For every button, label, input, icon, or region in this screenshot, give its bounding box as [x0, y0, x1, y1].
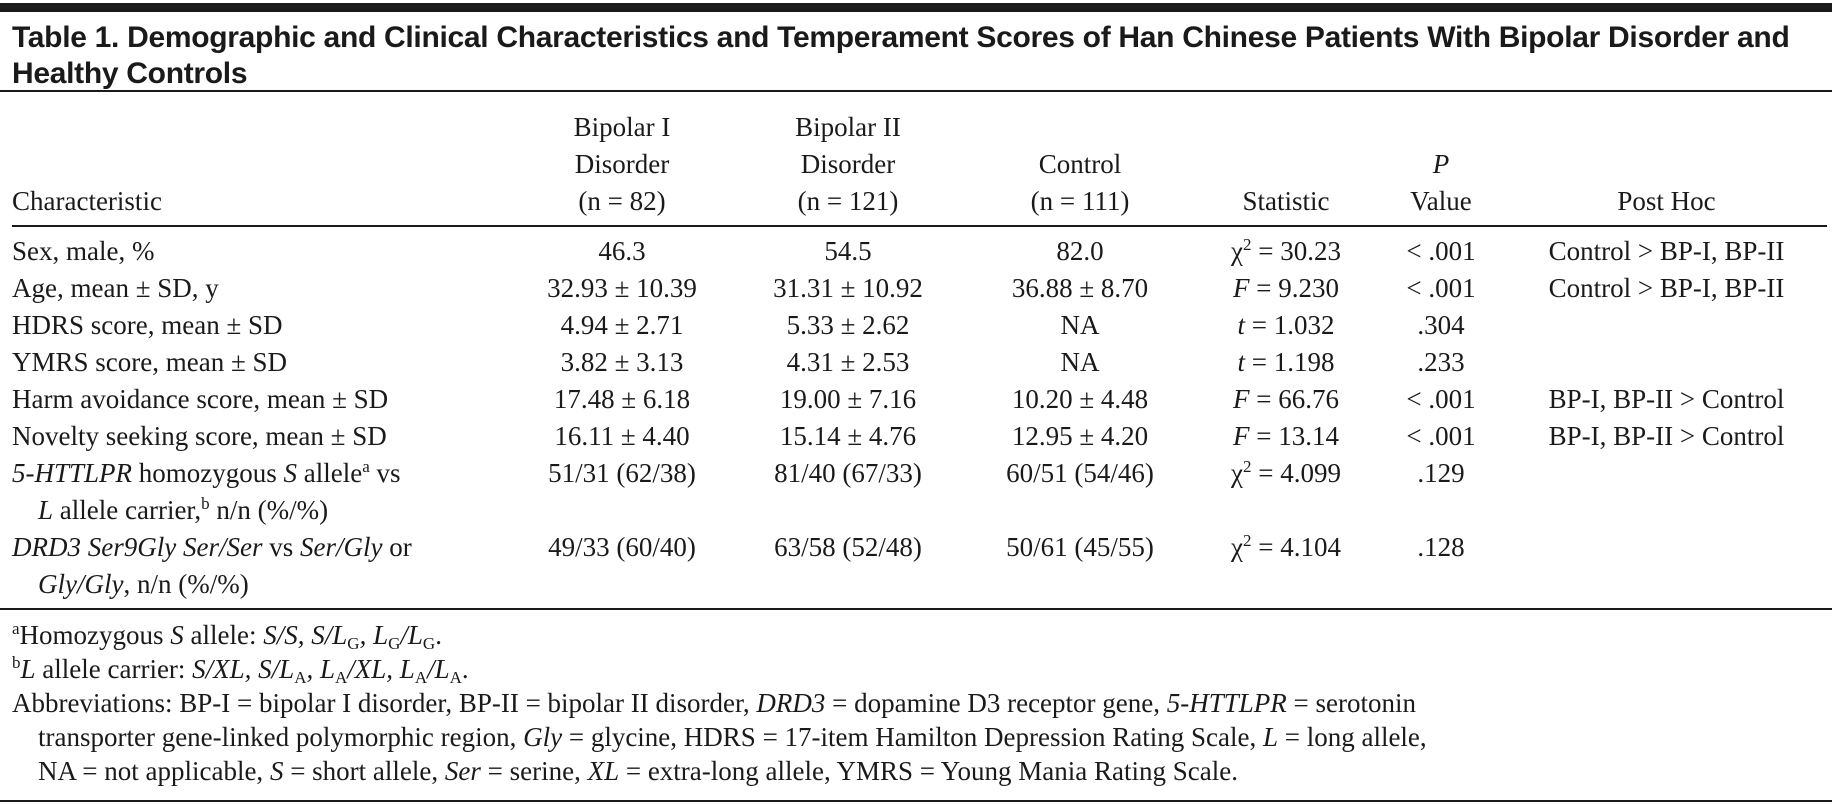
abbrev-text: transporter gene-linked polymorphic region, — [38, 722, 524, 752]
stat-symbol: F — [1233, 384, 1250, 414]
footnote-b — [12, 652, 1827, 686]
cell-statistic — [1196, 270, 1376, 307]
row-label: YMRS score, mean ± SD — [12, 347, 288, 377]
stat-value: = 1.198 — [1245, 347, 1335, 377]
abbrev-text: = dopamine D3 receptor gene, — [825, 688, 1167, 718]
allele-symbol: L — [38, 495, 54, 525]
row-label-line1 — [12, 455, 512, 492]
cell-post-hoc — [1506, 307, 1827, 344]
row-label-line2 — [12, 566, 512, 603]
abbrev-italic: L — [1262, 722, 1278, 752]
abbrev-text: = short allele, — [283, 756, 445, 786]
cell-bipolar-i: 49/33 (60/40) — [548, 532, 696, 562]
row-label: Age, mean ± SD, y — [12, 273, 219, 303]
stat-symbol: χ — [1231, 532, 1243, 562]
abbrev-italic: Gly — [523, 722, 563, 752]
stat-symbol: t — [1237, 310, 1246, 340]
cell-p-value: < .001 — [1406, 384, 1476, 414]
cell-post-hoc — [1506, 529, 1827, 603]
label-text: allele — [297, 458, 363, 488]
header-p-line1: P — [1432, 149, 1450, 179]
footnote-mark-b: b — [201, 494, 210, 513]
body-rule — [0, 608, 1832, 610]
header-bipolar-i-line1: Bipolar I — [573, 112, 671, 142]
cell-p-value: < .001 — [1406, 273, 1476, 303]
cell-post-hoc: Control > BP-I, BP-II — [1548, 236, 1785, 266]
cell-p-value: .128 — [1417, 532, 1465, 562]
cell-control: 60/51 (54/46) — [1006, 458, 1154, 488]
cell-control: NA — [1060, 347, 1100, 377]
cell-bipolar-ii: 5.33 ± 2.62 — [786, 310, 910, 340]
header-control-line1: Control — [1038, 149, 1122, 179]
abbreviations-line3 — [12, 754, 1827, 788]
cell-bipolar-i: 16.11 ± 4.40 — [554, 421, 690, 451]
cell-control: 10.20 ± 4.48 — [1011, 384, 1149, 414]
table-row — [12, 529, 1827, 603]
footnote-subscript: A — [294, 668, 307, 687]
row-label: Harm avoidance score, mean ± SD — [12, 384, 389, 414]
cell-control: 12.95 ± 4.20 — [1011, 421, 1149, 451]
cell-bipolar-i: 3.82 ± 3.13 — [560, 347, 684, 377]
footnote-italic: /XL, L — [347, 654, 415, 684]
footnote-subscript: A — [335, 668, 348, 687]
footnote-italic: S/XL, S/L — [192, 654, 295, 684]
cell-statistic — [1196, 381, 1376, 418]
row-label — [12, 529, 512, 603]
abbrev-italic: S — [269, 756, 284, 786]
allele-symbol: S — [283, 458, 298, 488]
abbrev-text: NA = not applicable, — [38, 756, 270, 786]
cell-bipolar-ii: 15.14 ± 4.76 — [779, 421, 917, 451]
footnote-italic: , L — [359, 620, 389, 650]
cell-bipolar-ii: 81/40 (67/33) — [774, 458, 922, 488]
footnote-italic: , L — [306, 654, 336, 684]
cell-p-value: < .001 — [1406, 421, 1476, 451]
footnote-italic: S/S, S/L — [263, 620, 348, 650]
genotype: Ser/Gly — [299, 532, 383, 562]
cell-bipolar-ii: 31.31 ± 10.92 — [773, 273, 923, 303]
top-rule — [0, 3, 1832, 12]
header-statistic: Statistic — [1242, 186, 1330, 216]
footnote-italic: /L — [400, 620, 423, 650]
abbrev-italic: DRD3 — [756, 688, 826, 718]
abbrev-italic: 5-HTTLPR — [1166, 688, 1287, 718]
table-row — [12, 418, 1827, 455]
header-bipolar-i-line2: Disorder — [574, 149, 670, 179]
footnotes — [12, 618, 1827, 788]
footnote-text: allele carrier: — [35, 654, 193, 684]
footnote-subscript: G — [422, 634, 436, 653]
abbrev-text: = serine, — [480, 756, 588, 786]
stat-symbol: χ — [1231, 236, 1243, 266]
bottom-rule — [0, 800, 1832, 802]
header-bipolar-ii — [732, 109, 964, 226]
table-row — [12, 455, 1827, 529]
stat-symbol: F — [1233, 421, 1250, 451]
footnote-text: . — [461, 654, 469, 684]
table-row — [12, 227, 1827, 270]
abbreviations-line1 — [12, 686, 1827, 720]
footnote-italic: S — [170, 620, 184, 650]
row-label — [12, 455, 512, 529]
gene-name: DRD3 Ser9Gly Ser/Ser — [12, 532, 263, 562]
abbrev-text: = extra-long allele, YMRS = Young Mania Rating Scale. — [619, 756, 1238, 786]
gene-name: 5-HTTLPR — [12, 458, 133, 488]
cell-control: 82.0 — [1056, 236, 1104, 266]
header-bipolar-ii-line2: Disorder — [800, 149, 896, 179]
abbrev-text: Abbreviations: BP-I = bipolar I disorder, BP-II = bipolar II disorder, — [12, 688, 757, 718]
stat-symbol: χ — [1231, 458, 1243, 488]
footnote-a — [12, 618, 1827, 652]
table-row — [12, 381, 1827, 418]
cell-statistic — [1196, 307, 1376, 344]
row-label: Novelty seeking score, mean ± SD — [12, 421, 387, 451]
footnote-text: Homozygous — [19, 620, 171, 650]
title-rule — [0, 90, 1832, 92]
footnote-mark-a: a — [362, 457, 370, 476]
header-bipolar-i-n: (n = 82) — [578, 186, 666, 216]
table-row — [12, 344, 1827, 381]
stat-value: = 4.099 — [1251, 458, 1341, 488]
header-row — [12, 109, 1827, 226]
label-text: vs — [262, 532, 300, 562]
cell-p-value: .233 — [1417, 347, 1465, 377]
stat-superscript: 2 — [1243, 235, 1252, 254]
cell-post-hoc — [1506, 455, 1827, 529]
table-title: Table 1. Demographic and Clinical Characteristics and Temperament Scores of Han Chinese Patients With Bipolar Disorder and Healthy Controls — [12, 21, 1790, 90]
cell-p-value: < .001 — [1406, 236, 1476, 266]
table-row — [12, 307, 1827, 344]
label-text: , n/n (%/%) — [123, 569, 249, 599]
footnote-italic: /L — [427, 654, 450, 684]
abbrev-italic: XL — [587, 756, 620, 786]
abbrev-text: = serotonin — [1286, 688, 1417, 718]
label-text: n/n (%/%) — [209, 495, 329, 525]
footnote-subscript: G — [347, 634, 360, 653]
label-text: or — [382, 532, 412, 562]
cell-statistic — [1196, 529, 1376, 603]
genotype: Gly/Gly — [38, 569, 124, 599]
label-text: vs — [369, 458, 401, 488]
cell-control: 36.88 ± 8.70 — [1011, 273, 1149, 303]
row-label: Sex, male, % — [12, 236, 155, 266]
cell-bipolar-i: 46.3 — [598, 236, 646, 266]
label-text: homozygous — [132, 458, 284, 488]
header-bipolar-i — [512, 109, 732, 226]
cell-bipolar-ii: 19.00 ± 7.16 — [779, 384, 917, 414]
footnote-subscript: A — [414, 668, 428, 687]
cell-bipolar-ii: 54.5 — [824, 236, 872, 266]
header-bipolar-ii-line1: Bipolar II — [795, 112, 901, 142]
cell-statistic — [1196, 418, 1376, 455]
cell-post-hoc: Control > BP-I, BP-II — [1548, 273, 1785, 303]
cell-bipolar-i: 32.93 ± 10.39 — [547, 273, 697, 303]
data-table — [12, 109, 1827, 603]
stat-value: = 9.230 — [1249, 273, 1339, 303]
header-characteristic: Characteristic — [12, 186, 162, 216]
stat-value: = 4.104 — [1251, 532, 1341, 562]
cell-bipolar-i: 4.94 ± 2.71 — [560, 310, 684, 340]
cell-statistic — [1196, 455, 1376, 529]
footnote-text: allele: — [183, 620, 264, 650]
header-control-n: (n = 111) — [1030, 186, 1130, 216]
cell-statistic — [1196, 227, 1376, 270]
abbrev-italic: Ser — [444, 756, 481, 786]
stat-symbol: F — [1233, 273, 1250, 303]
stat-value: = 30.23 — [1251, 236, 1341, 266]
cell-post-hoc: BP-I, BP-II > Control — [1548, 421, 1785, 451]
stat-value: = 66.76 — [1249, 384, 1339, 414]
row-label-line1 — [12, 529, 512, 566]
cell-bipolar-i: 17.48 ± 6.18 — [553, 384, 691, 414]
abbrev-text: = long allele, — [1277, 722, 1427, 752]
row-label: HDRS score, mean ± SD — [12, 310, 283, 340]
header-p-value — [1376, 109, 1506, 226]
header-post-hoc: Post Hoc — [1617, 186, 1716, 216]
footnote-b-mark: b — [12, 653, 21, 672]
cell-bipolar-i: 51/31 (62/38) — [548, 458, 696, 488]
stat-superscript: 2 — [1243, 531, 1252, 550]
header-p-line2: Value — [1410, 186, 1472, 216]
cell-control: NA — [1060, 310, 1100, 340]
stat-value: = 13.14 — [1249, 421, 1339, 451]
cell-statistic — [1196, 344, 1376, 381]
footnote-text: . — [435, 620, 442, 650]
cell-bipolar-ii: 4.31 ± 2.53 — [786, 347, 910, 377]
footnote-subscript: G — [388, 634, 401, 653]
footnote-italic: L — [20, 654, 36, 684]
footnote-subscript: A — [449, 668, 462, 687]
cell-post-hoc: BP-I, BP-II > Control — [1548, 384, 1785, 414]
table-row — [12, 270, 1827, 307]
footnote-a-mark: a — [12, 619, 20, 638]
abbreviations-line2 — [12, 720, 1827, 754]
cell-control: 50/61 (45/55) — [1006, 532, 1154, 562]
cell-p-value: .304 — [1417, 310, 1465, 340]
cell-bipolar-ii: 63/58 (52/48) — [774, 532, 922, 562]
row-label-line2 — [12, 492, 512, 529]
stat-value: = 1.032 — [1245, 310, 1335, 340]
abbrev-text: = glycine, HDRS = 17-item Hamilton Depression Rating Scale, — [562, 722, 1263, 752]
stat-symbol: t — [1237, 347, 1246, 377]
cell-p-value: .129 — [1417, 458, 1465, 488]
cell-post-hoc — [1506, 344, 1827, 381]
stat-superscript: 2 — [1243, 457, 1252, 476]
header-bipolar-ii-n: (n = 121) — [797, 186, 899, 216]
label-text: allele carrier, — [53, 495, 202, 525]
header-control — [964, 109, 1196, 226]
